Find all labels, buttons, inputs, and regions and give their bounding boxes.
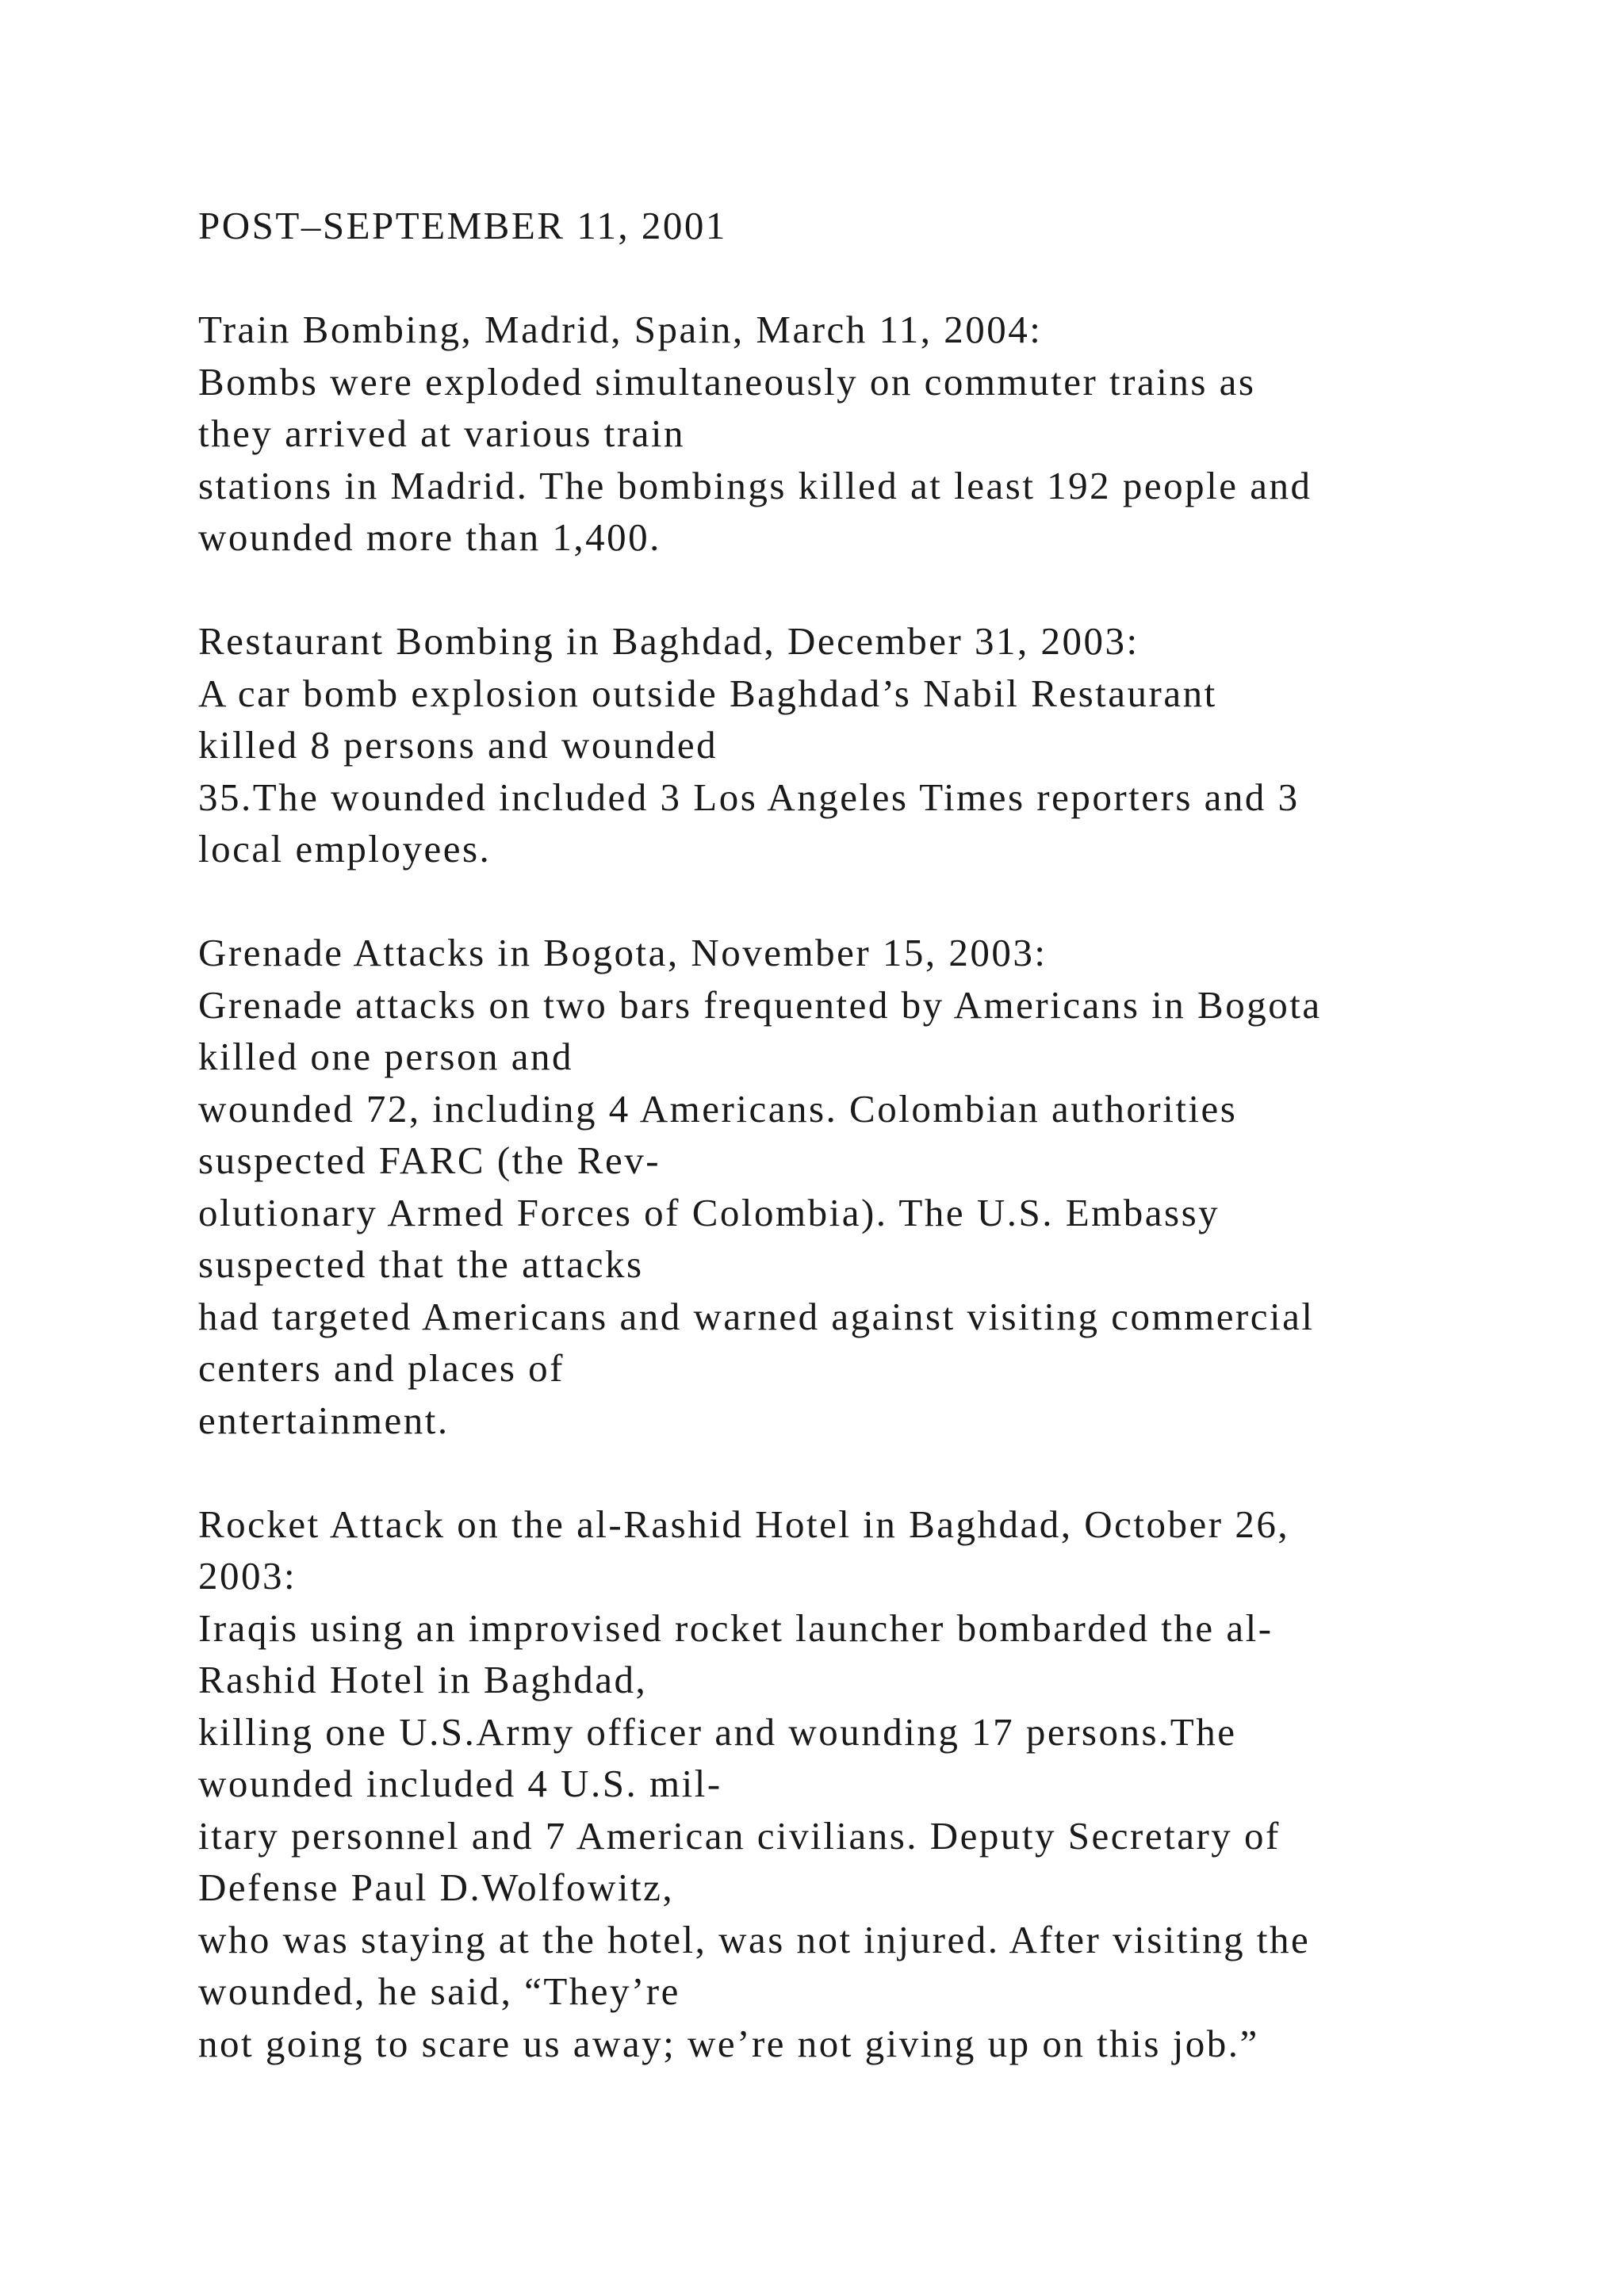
section-title: Restaurant Bombing in Baghdad, December 31, 2003: — [198, 619, 1139, 663]
paragraph-spacer — [198, 875, 1435, 928]
section-title: Grenade Attacks in Bogota, November 15, 2003: — [198, 931, 1048, 974]
body-line: wounded included 4 U.S. mil- — [198, 1762, 722, 1805]
section-bogota-grenade-attacks — [198, 927, 1435, 1446]
section-al-rashid-rocket-attack — [198, 1498, 1435, 2070]
body-line: entertainment. — [198, 1398, 450, 1442]
body-line: they arrived at various train — [198, 411, 686, 455]
section-baghdad-restaurant-bombing — [198, 615, 1435, 875]
body-line: not going to scare us away; we’re not giving up on this job.” — [198, 2021, 1259, 2065]
section-madrid-train-bombing — [198, 304, 1435, 564]
body-line: Iraqis using an improvised rocket launcher bombarded the al- — [198, 1605, 1274, 1650]
paragraph-spacer — [198, 252, 1435, 304]
section-title: Rocket Attack on the al-Rashid Hotel in Baghdad, October 26, — [198, 1502, 1290, 1546]
page-heading: POST–SEPTEMBER 11, 2001 — [198, 204, 727, 247]
body-line: killing one U.S.Army officer and wounding 17 persons.The — [198, 1709, 1237, 1754]
body-line: local employees. — [198, 827, 492, 871]
body-line: who was staying at the hotel, was not injured. After visiting the — [198, 1917, 1311, 1961]
body-line: olutionary Armed Forces of Colombia). The U.S. Embassy — [198, 1190, 1220, 1234]
body-line: Defense Paul D.Wolfowitz, — [198, 1866, 675, 1909]
body-line: A car bomb explosion outside Baghdad’s Nabil Restaurant — [198, 671, 1217, 715]
body-line: killed one person and — [198, 1035, 573, 1078]
body-line: killed 8 persons and wounded — [198, 723, 718, 767]
paragraph-spacer — [198, 564, 1435, 616]
section-title: 2003: — [198, 1554, 297, 1598]
body-line: suspected that the attacks — [198, 1242, 644, 1286]
body-line: suspected FARC (the Rev- — [198, 1138, 661, 1182]
section-title: Train Bombing, Madrid, Spain, March 11, 2004: — [198, 308, 1043, 351]
body-line: 35.The wounded included 3 Los Angeles Times reporters and 3 — [198, 775, 1300, 819]
body-line: Grenade attacks on two bars frequented by Americans in Bogota — [198, 982, 1322, 1027]
body-line: centers and places of — [198, 1346, 565, 1390]
body-line: itary personnel and 7 American civilians. Deputy Secretary of — [198, 1813, 1281, 1858]
paragraph-spacer — [198, 1446, 1435, 1498]
body-line: Rashid Hotel in Baghdad, — [198, 1658, 648, 1701]
body-line: stations in Madrid. The bombings killed at least 192 people and — [198, 463, 1312, 507]
body-line: Bombs were exploded simultaneously on commuter trains as — [198, 359, 1256, 404]
body-line: wounded, he said, “They’re — [198, 1969, 680, 2013]
body-line: wounded 72, including 4 Americans. Colombian authorities — [198, 1086, 1238, 1131]
body-line: had targeted Americans and warned against visiting commercial — [198, 1294, 1315, 1338]
document-page — [198, 200, 1435, 2069]
body-line: wounded more than 1,400. — [198, 515, 661, 559]
